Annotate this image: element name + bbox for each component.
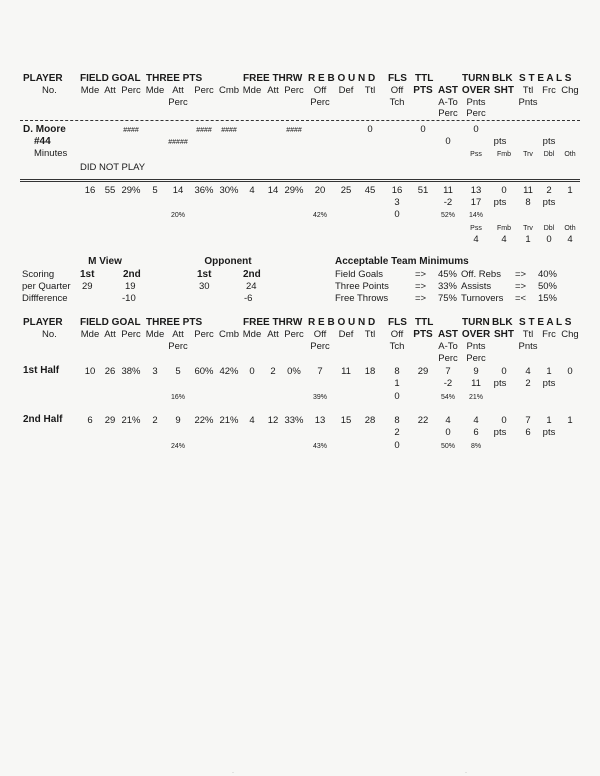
stl-ttl: 4 [525,366,531,377]
sub-over: OVER [461,329,491,340]
chg: 0 [567,366,573,377]
player-number: #44 [34,136,51,147]
ast-perc: 50% [440,443,456,450]
sub-pts: PTS [413,85,433,96]
minimum-value2: 50% [537,281,557,292]
ft-perc: 33% [284,415,304,426]
ast: 7 [445,366,451,377]
oth-label: Oth [564,151,576,158]
minimum-value: 75% [437,293,457,304]
sub-pnts: Pnts [466,97,486,108]
minimum-arrow2: => [515,281,527,292]
off-perc: 43% [312,443,328,450]
ft-att: 2 [270,366,276,377]
cmb: 42% [219,366,239,377]
sub-ttl: Ttl [364,329,376,340]
sub-off: Off [313,85,327,96]
reb-off: 13 [314,415,326,426]
header-three-pts: THREE PTS [146,73,203,84]
sub-pnts: Pnts [466,341,486,352]
player-name: D. Moore [23,124,66,135]
sub-att-perc: Perc [168,341,188,352]
minimum-label: Field Goals [335,269,384,280]
tp-att: 5 [175,366,181,377]
sub-fls-off: Off [390,85,404,96]
oth: 4 [567,234,573,245]
reb-off: 20 [314,185,326,196]
dbl-label: Dbl [543,225,555,232]
pss-label: Pss [470,151,482,158]
sub-perc: Perc [284,329,304,340]
trv-label: Trv [523,151,533,158]
header-ttl: TTL [415,317,434,328]
sub-mde: Mde [145,85,165,96]
frc: 1 [546,366,552,377]
m-first-score: 29 [82,281,93,292]
fls-off: 1 [394,378,400,389]
ft-perc: #### [286,127,302,134]
ast-perc: 54% [440,394,456,401]
oth-label: Oth [564,225,576,232]
stl-pnts: 8 [525,197,531,208]
sub-ttl: Ttl [364,85,376,96]
sub-att: Att [267,329,279,340]
sub-tch: Tch [389,341,405,352]
minimum-value2: 40% [537,269,557,280]
ft-mde: 4 [249,185,255,196]
fg-att: 29 [104,415,116,426]
minimum-arrow2: =< [515,293,527,304]
chg: 1 [567,185,573,196]
over: 0 [473,124,479,135]
sub-sht: SHT [494,85,514,96]
minimum-value2: 15% [537,293,557,304]
fls-off: 2 [394,427,400,438]
fg-mde: 6 [87,415,93,426]
reb-ttl: 45 [364,185,376,196]
sub-mde: Mde [80,85,100,96]
header-steals: S T E A L S [519,73,572,84]
diff-second: -6 [244,293,253,304]
ast: 4 [445,415,451,426]
sub-att: Att [104,329,116,340]
sub-def: Def [338,329,354,340]
sub-over-perc: Perc [466,353,486,364]
tch: 0 [394,391,400,402]
tch: 0 [394,440,400,451]
pts-label: pts [493,378,507,389]
tp-att: 14 [172,185,184,196]
sub-mde: Mde [80,329,100,340]
did-not-play: DID NOT PLAY [80,162,146,173]
pts: 29 [417,366,429,377]
pts-label: pts [493,136,507,147]
sub-cmb: Cmb [218,329,240,340]
cmb-perc: #### [221,127,237,134]
off-perc: 39% [312,394,328,401]
totals-divider [20,179,580,182]
header-no: No. [42,329,57,340]
sub-tch: Tch [389,97,405,108]
minimum-arrow: => [415,269,427,280]
header-turn: TURN [462,317,490,328]
minimum-label2: Assists [461,281,492,292]
sub-ast-perc: Perc [438,353,458,364]
header-three-pts: THREE PTS [146,317,203,328]
frc: 2 [546,185,552,196]
header-rebound: R E B O U N D [308,73,376,84]
per-quarter-label: per Quarter [22,281,71,292]
sub-cmb: Cmb [218,85,240,96]
stl-pnts: 6 [525,427,531,438]
reb-def: 15 [340,415,352,426]
sub-att: Att [104,85,116,96]
sub-att-perc: Perc [168,97,188,108]
over: 4 [473,415,479,426]
header-free-thrw: FREE THRW [243,73,303,84]
fls: 8 [394,415,400,426]
fg-att: 26 [104,366,116,377]
reb-def: 11 [341,366,351,377]
ast-perc: 52% [440,212,456,219]
over: 13 [470,185,482,196]
ato: -2 [443,378,453,389]
m-second-score: 19 [125,281,136,292]
stl-pts-label: pts [542,427,556,438]
ft-mde: 0 [249,366,255,377]
pts: 22 [417,415,429,426]
pss: 4 [473,234,479,245]
sub-chg: Chg [561,85,579,96]
sub-perc: Perc [194,85,214,96]
sub-perc: Perc [194,329,214,340]
reb-off: 7 [317,366,323,377]
header-rebound: R E B O U N D [308,317,376,328]
header-ttl: TTL [415,73,434,84]
tp-mde: 5 [152,185,158,196]
fg-mde: 16 [84,185,96,196]
fmb-label: Fmb [497,225,511,232]
sub-mde: Mde [242,85,262,96]
dbl-label: Dbl [543,151,555,158]
sub-frc: Frc [542,329,556,340]
tch: 0 [394,209,400,220]
difference-label: Diffference [22,293,68,304]
tp-att: 9 [175,415,181,426]
header-blk: BLK [492,317,513,328]
over-perc: 8% [470,443,482,450]
blk: 0 [501,185,507,196]
stl-pnts: 2 [525,378,531,389]
tp-mde: 2 [152,415,158,426]
scan-speck: · [232,770,234,776]
sub-ast: AST [438,329,458,340]
att-perc: 20% [170,212,186,219]
opp-second: 2nd [243,269,261,280]
sub-mde: Mde [242,329,262,340]
sub-frc: Frc [542,85,556,96]
sub-perc: Perc [121,329,141,340]
reb-ttl: 0 [367,124,373,135]
ft-att: 14 [267,185,279,196]
sub-stl-pnts: Pnts [518,97,538,108]
sub-def: Def [338,85,354,96]
fg-att: 55 [104,185,116,196]
fls: 0 [420,124,426,135]
header-field-goal: FIELD GOAL [80,73,141,84]
stl-pts-label: pts [542,378,556,389]
ato: -2 [443,197,453,208]
header-blk: BLK [492,73,513,84]
m-first: 1st [80,269,95,280]
fls-off: 3 [394,197,400,208]
header-no: No. [42,85,57,96]
minimum-value: 45% [437,269,457,280]
blk: 0 [501,415,507,426]
blk: 0 [501,366,507,377]
three-perc: #### [196,127,212,134]
fmb-label: Fmb [497,151,511,158]
stl-pts-label: pts [542,136,556,147]
sub-ato: A-To [438,341,458,352]
ast-sub: 0 [445,136,451,147]
sub-off: Off [313,329,327,340]
minimums-title: Acceptable Team Minimums [335,256,469,267]
minimum-label2: Off. Rebs [461,269,501,280]
pts: 51 [417,185,429,196]
frc: 1 [546,415,552,426]
sub-off-perc: Perc [310,97,330,108]
tp-perc: 36% [194,185,214,196]
fg-mde: 10 [84,366,96,377]
fg-perc: 29% [121,185,141,196]
ft-mde: 4 [249,415,255,426]
sub-perc: Perc [121,85,141,96]
minimum-arrow2: => [515,269,527,280]
sub-over-perc: Perc [466,108,486,119]
opp-second-score: 24 [246,281,257,292]
over: 9 [473,366,479,377]
sub-fls-off: Off [390,329,404,340]
m-view-heading: M View [88,256,122,267]
minimum-label2: Turnovers [461,293,504,304]
cmb: 30% [219,185,239,196]
sub-mde: Mde [145,329,165,340]
tp-perc: 60% [194,366,214,377]
fls: 8 [394,366,400,377]
reb-ttl: 18 [364,366,376,377]
minimum-label: Three Points [335,281,389,292]
tp-perc: 22% [194,415,214,426]
reb-ttl: 28 [364,415,376,426]
tp-mde: 3 [152,366,158,377]
minimum-arrow: => [415,281,427,292]
header-player: PLAYER [23,73,63,84]
over-perc: 21% [468,394,484,401]
ast: 11 [443,185,453,196]
opponent-heading: Opponent [204,256,252,267]
ato: 0 [445,427,451,438]
stl-ttl: 7 [525,415,531,426]
scoring-label: Scoring [22,269,55,280]
header-steals: S T E A L S [519,317,572,328]
over-pnts: 6 [473,427,479,438]
ft-perc: 0% [287,366,301,377]
sub-att: Att [172,329,184,340]
att-perc: 16% [170,394,186,401]
half-label: 2nd Half [23,414,63,425]
sub-ato: A-To [438,97,458,108]
opp-first: 1st [197,269,212,280]
sub-perc: Perc [284,85,304,96]
over-perc: 14% [468,212,484,219]
fg-perc: #### [123,127,139,134]
cmb: 21% [219,415,239,426]
over-pnts: 17 [470,197,482,208]
off-perc: 42% [312,212,328,219]
stl-ttl: 11 [523,185,533,196]
header-fls: FLS [388,73,407,84]
sub-att: Att [172,85,184,96]
divider [20,120,580,121]
header-free-thrw: FREE THRW [243,317,303,328]
sub-sht: SHT [494,329,514,340]
half-label: 1st Half [23,365,60,376]
stl-pts-label: pts [542,197,556,208]
diff-first: -10 [122,293,136,304]
pts-label: pts [493,427,507,438]
sub-ast: AST [438,85,458,96]
sub-off-perc: Perc [310,341,330,352]
fg-perc: 38% [121,366,141,377]
minimum-value: 33% [437,281,457,292]
sub-stl-ttl: Ttl [522,329,534,340]
scan-speck: · [465,770,467,776]
ft-perc: 29% [284,185,304,196]
opp-first-score: 30 [199,281,210,292]
header-field-goal: FIELD GOAL [80,317,141,328]
over-pnts: 11 [471,378,481,389]
att-perc: 24% [170,443,186,450]
minutes-label: Minutes [34,148,68,159]
minimum-arrow: => [415,293,427,304]
sub-chg: Chg [561,329,579,340]
sub-att: Att [267,85,279,96]
sub-ast-perc: Perc [438,108,458,119]
fls: 16 [391,185,403,196]
trv-label: Trv [523,225,533,232]
header-player: PLAYER [23,317,63,328]
dbl: 0 [546,234,552,245]
pss-label: Pss [470,225,482,232]
sub-pts: PTS [413,329,433,340]
ft-att: 12 [267,415,279,426]
reb-def: 25 [340,185,352,196]
minimum-label: Free Throws [335,293,389,304]
header-fls: FLS [388,317,407,328]
trv: 1 [525,234,531,245]
fmb: 4 [501,234,507,245]
sub-stl-ttl: Ttl [522,85,534,96]
chg: 1 [567,415,573,426]
sub-over: OVER [461,85,491,96]
pts-label: pts [493,197,507,208]
sub-stl-pnts: Pnts [518,341,538,352]
header-turn: TURN [462,73,490,84]
m-second: 2nd [123,269,141,280]
att-perc-sub: ##### [168,139,188,146]
fg-perc: 21% [121,415,141,426]
